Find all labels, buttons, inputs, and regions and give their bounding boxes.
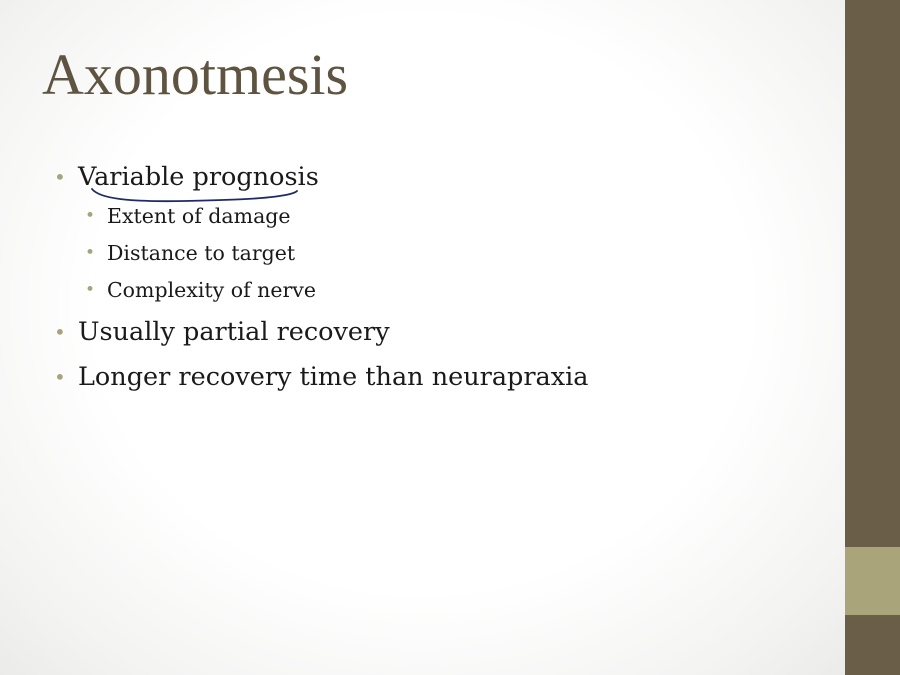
bullet-text: Extent of damage — [107, 204, 291, 228]
bullet-text: Variable prognosis — [78, 162, 319, 192]
bullet-text: Usually partial recovery — [78, 317, 390, 347]
bullet-item — [54, 362, 589, 392]
bullet-dot-icon: • — [54, 320, 66, 344]
slide-title: Axonotmesis — [42, 42, 349, 107]
bullet-dot-icon: • — [85, 242, 96, 263]
bullet-dot-icon: • — [85, 205, 96, 226]
decorative-sidebar-accent — [845, 547, 900, 615]
bullet-dot-icon: • — [85, 279, 96, 300]
bullet-item — [85, 278, 316, 302]
bullet-dot-icon: • — [54, 165, 66, 189]
bullet-text: Distance to target — [107, 241, 296, 265]
bullet-item — [85, 204, 291, 228]
bullet-item — [54, 317, 390, 347]
bullet-item — [85, 241, 295, 265]
bullet-dot-icon: • — [54, 365, 66, 389]
bullet-text: Complexity of nerve — [107, 278, 317, 302]
bullet-text: Longer recovery time than neurapraxia — [78, 362, 589, 392]
